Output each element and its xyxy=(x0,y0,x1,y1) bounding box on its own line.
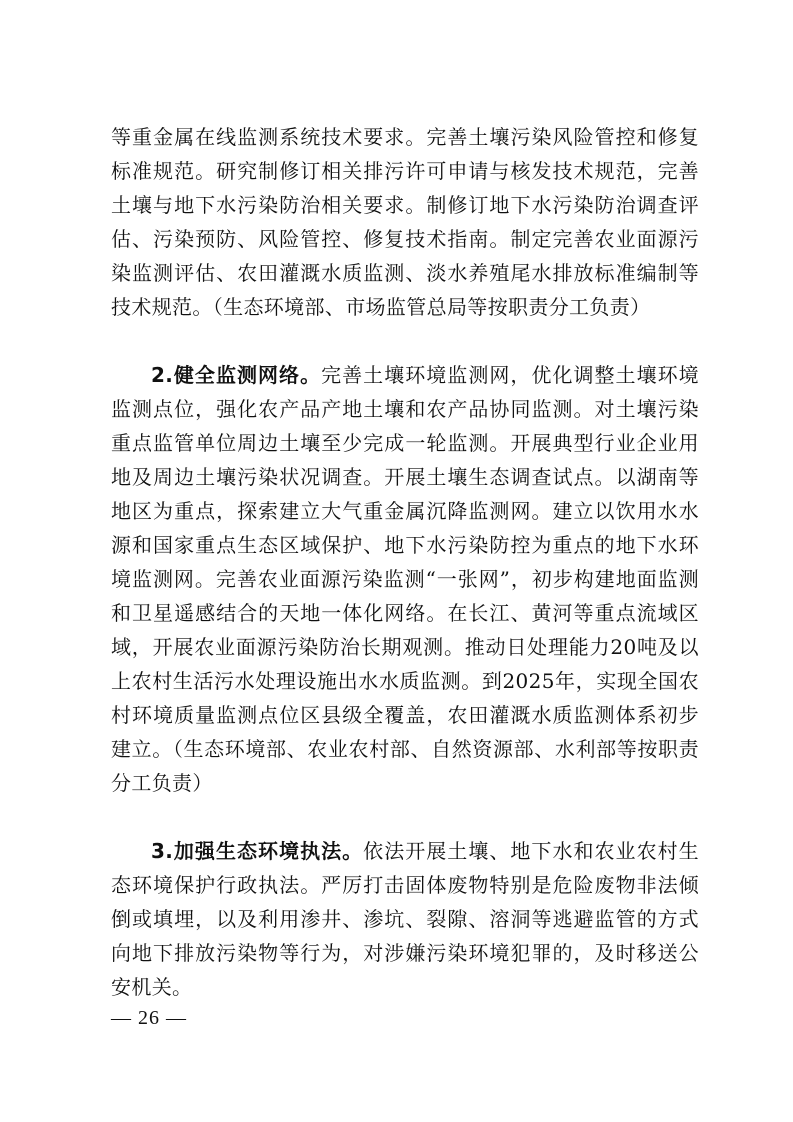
continuation-paragraph: 等重金属在线监测系统技术要求。完善土壤污染风险管控和修复标准规范。研究制修订相关排污许可申请与核发技术规范，完善土壤与地下水污染防治相关要求。制修订地下水污染防治调查评估、污染预防、风险管控、修复技术指南。制定完善农业面源污染监测评估、农田灌溉水质监测、淡水养殖尾水排放标准编制等技术规范。（生态环境部、市场监管总局等按职责分工负责） xyxy=(111,125,699,319)
enforcement-heading: 3.加强生态环境执法。 xyxy=(151,839,364,863)
monitoring-network-block xyxy=(111,358,699,800)
monitoring-network-heading: 2.健全监测网络。 xyxy=(151,363,322,387)
enforcement-paragraph xyxy=(111,834,699,1004)
paragraph-continuation-block xyxy=(111,120,699,324)
monitoring-network-paragraph xyxy=(111,358,699,800)
monitoring-network-body: 完善土壤环境监测网，优化调整土壤环境监测点位，强化农产品产地土壤和农产品协同监测。对土壤污染重点监管单位周边土壤至少完成一轮监测。开展典型行业企业用地及周边土壤污染状况调查。开展土壤生态调查试点。以湖南等地区为重点，探索建立大气重金属沉降监测网。建立以饮用水水源和国家重点生态区域保护、地下水污染防控为重点的地下水环境监测网。完善农业面源污染监测“一张网”，初步构建地面监测和卫星遥感结合的天地一体化网络。在长江、黄河等重点流域区域，开展农业面源污染防治长期观测。推动日处理能力20吨及以上农村生活污水处理设施出水水质监测。到2025年，实现全国农村环境质量监测点位区县级全覆盖，农田灌溉水质监测体系初步建立。（生态环境部、农业农村部、自然资源部、水利部等按职责分工负责） xyxy=(111,363,699,795)
enforcement-block xyxy=(111,834,699,1004)
enforcement-body: 依法开展土壤、地下水和农业农村生态环境保护行政执法。严厉打击固体废物特别是危险废物非法倾倒或填埋，以及利用渗井、渗坑、裂隙、溶洞等逃避监管的方式向地下排放污染物等行为，对涉嫌污染环境犯罪的，及时移送公安机关。 xyxy=(111,839,699,999)
page-number: — 26 — xyxy=(111,1007,187,1029)
